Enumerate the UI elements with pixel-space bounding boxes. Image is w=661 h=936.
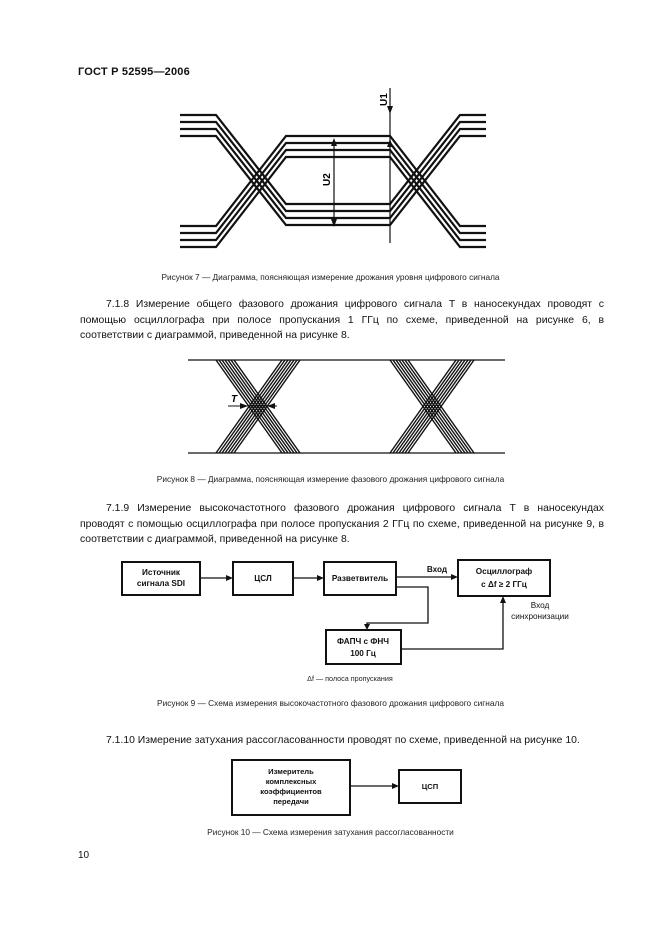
- meter-label-3: коэффициентов: [260, 787, 322, 796]
- page-number: 10: [78, 850, 90, 861]
- figure-10-caption: Рисунок 10 — Схема измерения затухания рассогласованности: [207, 827, 454, 837]
- bandwidth-footnote: Δf — полоса пропускания: [307, 674, 393, 683]
- eye-trace-upper: [180, 115, 486, 204]
- document-header: ГОСТ Р 52595—2006: [78, 66, 190, 78]
- scope-label-2: с Δf ≥ 2 ГГц: [481, 580, 527, 589]
- input-label: Вход: [426, 565, 448, 574]
- meter-label-4: передачи: [273, 797, 309, 806]
- u1-label: U1: [379, 93, 390, 106]
- source-label-1: Источник: [142, 568, 180, 577]
- paragraph-7-1-9: [80, 501, 604, 548]
- dsl-label: ЦСЛ: [254, 574, 272, 583]
- scope-label-1: Осциллограф: [475, 567, 533, 576]
- figure-9-block-diagram: [0, 550, 661, 690]
- sync-label-2: синхронизации: [511, 612, 569, 621]
- figure-8-caption: Рисунок 8 — Диаграмма, поясняющая измерение фазового дрожания цифрового сигнала: [156, 474, 505, 484]
- pll-block: [326, 630, 401, 664]
- sync-label-1: Вход: [530, 601, 550, 610]
- oscilloscope-block: [458, 560, 550, 596]
- meter-label-1: Измеритель: [268, 767, 314, 776]
- figure-7-eye-diagram: [0, 0, 661, 270]
- paragraph-7-1-8: [80, 297, 604, 344]
- u2-label: U2: [322, 173, 333, 186]
- figure-7-caption: Рисунок 7 — Диаграмма, поясняющая измерение дрожания уровня цифрового сигнала: [161, 272, 500, 282]
- paragraph-text: 7.1.8 Измерение общего фазового дрожания цифрового сигнала T в наносекундах проводят с помощью осциллографа при полосе пропускания 1 ГГц по схеме, приведенной на рисунке 6, в соответствии с диаграммой, приведенной на рисунке 8.: [80, 299, 604, 342]
- eye-traces: [180, 115, 486, 247]
- source-label-2: сигнала SDI: [136, 579, 186, 588]
- splitter-label: Разветвитель: [331, 574, 389, 583]
- figure-10-block-diagram: [0, 755, 661, 825]
- paragraph-7-1-10: [80, 733, 604, 749]
- u1-arrow-top: [387, 106, 393, 114]
- pll-label-2: 100 Гц: [350, 649, 376, 658]
- paragraph-text: 7.1.9 Измерение высокочастотного фазового дрожания цифрового сигнала T в наносекундах проводят с помощью осциллографа при полосе пропускания 2 ГГц по схеме, приведенной на рисунке 9, в соответствии с диаграммой, приведенной на рисунке 8.: [80, 503, 604, 546]
- paragraph-text: 7.1.10 Измерение затухания рассогласованности проводят по схеме, приведенной на рисунке 10.: [106, 735, 580, 746]
- figure-8-eye-diagram: [0, 340, 661, 470]
- pll-label-1: ФАПЧ с ФНЧ: [337, 637, 389, 646]
- figure-9-caption: Рисунок 9 — Схема измерения высокочастотного фазового дрожания цифрового сигнала: [157, 698, 504, 708]
- dsl-label: ЦСП: [421, 782, 439, 791]
- eye-trace-lower: [180, 150, 486, 240]
- meter-label-2: комплексных: [265, 777, 317, 786]
- t-label: T: [231, 394, 238, 405]
